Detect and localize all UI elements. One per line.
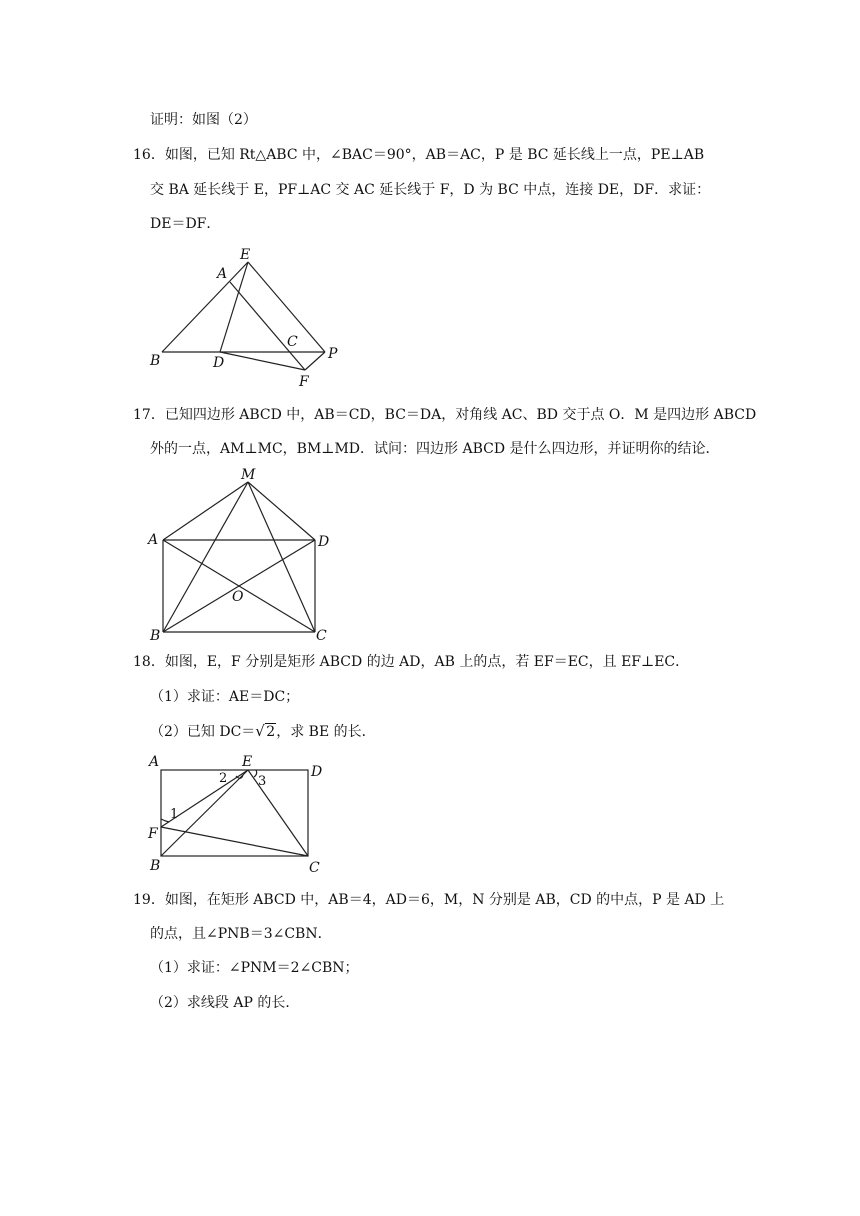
problem-16-line-2: 交 BA 延长线于 E，PF⊥AC 交 AC 延长线于 F，D 为 BC 中点，连接 DE，DF．求证：	[150, 182, 711, 198]
problem-16-line-3: DE＝DF．	[150, 216, 221, 232]
label-B: B	[150, 353, 161, 369]
segment-MA	[163, 482, 248, 540]
label-A: A	[217, 266, 228, 282]
label-E: E	[242, 754, 253, 770]
segment-MC	[248, 482, 315, 632]
figure-18	[140, 748, 350, 878]
angle-mark-1	[161, 819, 169, 822]
problem-18-question-2	[150, 722, 376, 742]
segment-FC	[161, 827, 308, 856]
figure-16	[140, 240, 360, 395]
label-B: B	[150, 628, 161, 644]
segment-MD	[248, 482, 315, 540]
label-F: F	[299, 374, 309, 390]
problem-19-question-2: （2）求线段 AP 的长．	[150, 995, 300, 1011]
label-angle-1: 1	[170, 807, 179, 822]
segment-PF	[305, 352, 325, 370]
q2-prefix: （2）已知 DC＝	[150, 724, 256, 740]
label-P: P	[328, 346, 338, 362]
label-C: C	[316, 628, 327, 644]
label-angle-3: 3	[258, 774, 267, 789]
proof-note: 证明：如图（2）	[150, 112, 257, 128]
label-C: C	[287, 334, 298, 350]
label-M: M	[241, 467, 256, 483]
label-F: F	[148, 826, 158, 842]
segment-MB	[163, 482, 248, 632]
sqrt-symbol: √ 2	[255, 722, 276, 740]
problem-18-question-1: （1）求证：AE＝DC；	[150, 689, 300, 705]
problem-18-line-1: 18．如图，E，F 分别是矩形 ABCD 的边 AD，AB 上的点，若 EF＝EC，且 EF⊥EC．	[133, 654, 690, 670]
figure-17	[140, 465, 340, 645]
label-D: D	[318, 534, 330, 550]
sqrt-radicand: 2	[266, 724, 276, 740]
problem-19-line-1: 19．如图，在矩形 ABCD 中，AB＝4，AD＝6，M，N 分别是 AB，CD 的中点，P 是 AD 上	[133, 892, 725, 908]
problem-19-line-2: 的点，且∠PNB＝3∠CBN．	[150, 926, 332, 942]
problem-19-question-1: （1）求证：∠PNM＝2∠CBN；	[150, 960, 359, 976]
q2-suffix: ，求 BE 的长．	[276, 724, 376, 740]
segment-BE	[162, 262, 248, 352]
segment-EC	[248, 770, 308, 856]
label-A: A	[148, 532, 159, 548]
problem-16-line-1: 16．如图，已知 Rt△ABC 中，∠BAC＝90°，AB＝AC，P 是 BC 延长线上一点，PE⊥AB	[133, 147, 705, 163]
problem-17-line-2: 外的一点，AM⊥MC，BM⊥MD．试问：四边形 ABCD 是什么四边形，并证明你的结论．	[150, 441, 720, 457]
label-D: D	[311, 764, 323, 780]
angle-mark-3	[254, 770, 257, 777]
label-E: E	[240, 247, 251, 263]
label-D: D	[213, 355, 225, 371]
label-C: C	[309, 860, 320, 876]
label-B: B	[150, 858, 161, 874]
label-O: O	[232, 589, 244, 605]
label-A: A	[149, 754, 160, 770]
label-angle-2: 2	[219, 771, 228, 786]
problem-17-line-1: 17．已知四边形 ABCD 中，AB＝CD，BC＝DA，对角线 AC、BD 交于点 O．M 是四边形 ABCD	[133, 407, 757, 423]
